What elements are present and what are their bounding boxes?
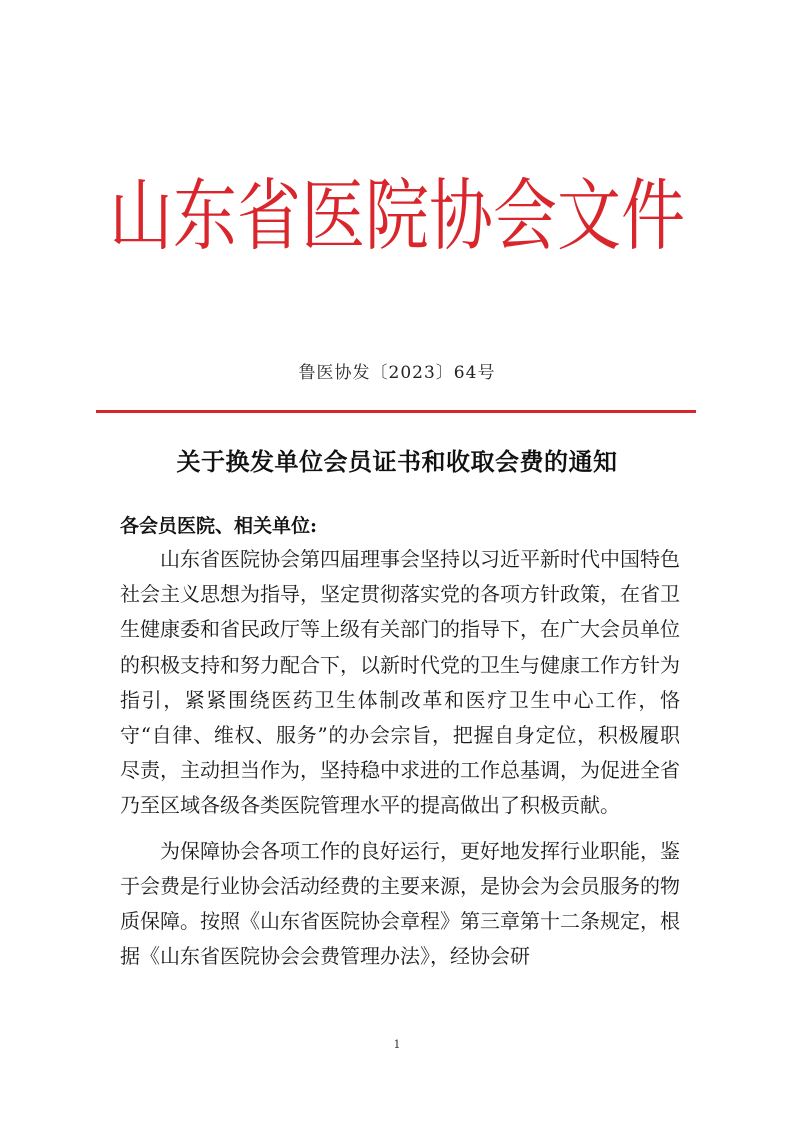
paragraph-2: 为保障协会各项工作的良好运行，更好地发挥行业职能，鉴于会费是行业协会活动经费的主要来源，是协会为会员服务的物质保障。按照《山东省医院协会章程》第三章第十二条规定，根据《山东省医院协会会费管理办法》，经协会研	[120, 838, 680, 969]
body-text	[120, 542, 680, 974]
document-number: 鲁医协发〔2023〕64号	[298, 363, 496, 383]
red-divider-line	[96, 410, 696, 413]
salutation: 各会员医院、相关单位:	[120, 515, 318, 537]
issuer-header: 山东省医院协会文件	[109, 171, 685, 263]
paragraph-1: 山东省医院协会第四届理事会坚持以习近平新时代中国特色社会主义思想为指导，坚定贯彻落实党的各项方针政策，在省卫生健康委和省民政厅等上级有关部门的指导下，在广大会员单位的积极支持和努力配合下，以新时代党的卫生与健康工作方针为指引，紧紧围绕医药卫生体制改革和医疗卫生中心工作，恪守“自律、维权、服务”的办会宗旨，把握自身定位，积极履职尽责，主动担当作为，坚持稳中求进的工作总基调，为促进全省乃至区域各级各类医院管理水平的提高做出了积极贡献。	[120, 547, 680, 818]
document-title: 关于换发单位会员证书和收取会费的通知	[176, 447, 618, 476]
page-number: 1	[393, 1038, 401, 1051]
